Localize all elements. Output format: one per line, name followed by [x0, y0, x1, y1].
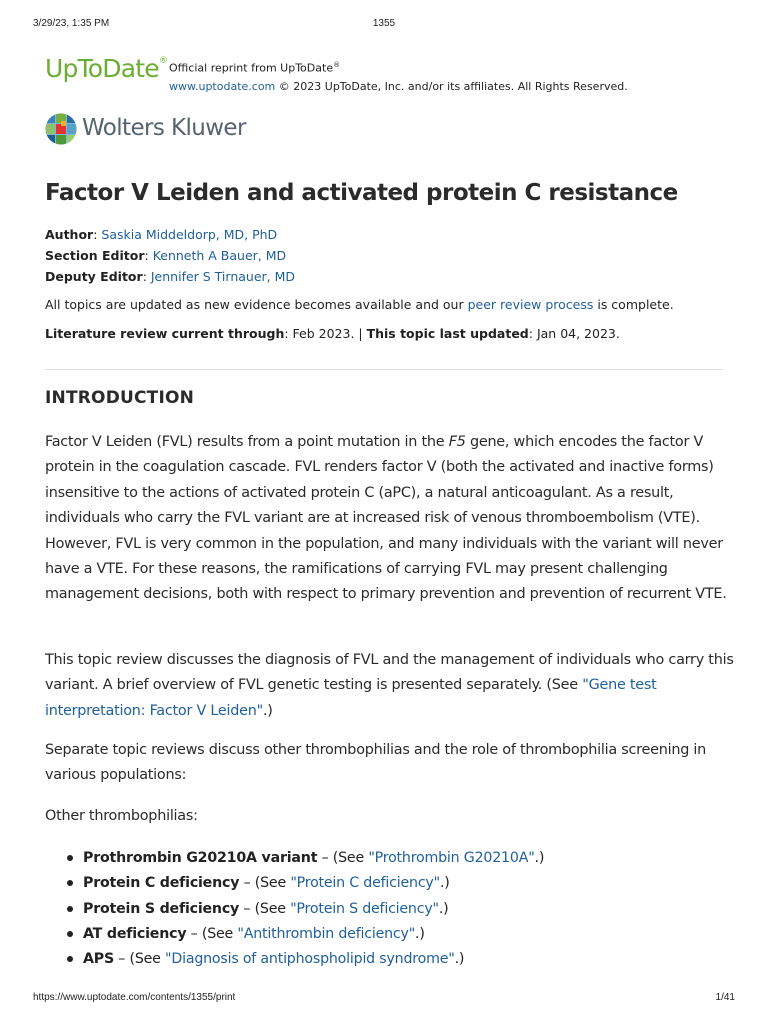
- reprint-notice: [169, 56, 628, 96]
- bullet-icon: [67, 931, 73, 937]
- review-dates: Literature review current through: Feb 2023. | This topic last updated: Jan 04, 2023.: [45, 326, 620, 341]
- print-page-id: 1355: [372, 18, 396, 29]
- bullet-icon: [67, 880, 73, 886]
- reprint-line: Official reprint from UpToDate: [169, 61, 334, 75]
- bullet-icon: [67, 855, 73, 861]
- uptodate-site-link[interactable]: www.uptodate.com: [169, 79, 276, 93]
- print-page-number: 1/41: [715, 992, 735, 1003]
- update-note: All topics are updated as new evidence becomes available and our peer review process is complete.: [45, 297, 674, 312]
- intro-paragraph-4: Other thrombophilias:: [45, 808, 198, 824]
- wolters-kluwer-globe-icon: [45, 113, 77, 145]
- intro-paragraph-2: This topic review discusses the diagnosis of FVL and the management of individuals who carry this variant. A brief overview of FVL genetic testing is presented separately. (See "Gene test interpretation: Factor V Leiden".): [45, 652, 734, 719]
- reprint-mark: ®: [333, 61, 341, 69]
- gene-test-link[interactable]: "Gene test interpretation: Factor V Leiden": [45, 677, 657, 719]
- uptodate-logo: UpToDate®: [45, 54, 168, 83]
- intro-paragraph-1: Factor V Leiden (FVL) results from a point mutation in the F5 gene, which encodes the factor V protein in the coagulation cascade. FVL renders factor V (both the activated and inactive forms) insensitive to the actions of activated protein C (aPC), a natural anticoagulant. As a result, individuals who carry the FVL variant are at increased risk of venous thromboembolism (VTE). However, FVL is very common in the population, and many individuals with the variant will never have a VTE. For these reasons, the ramifications of carrying FVL may present challenging management decisions, both with respect to primary prevention and prevention of recurrent VTE.: [45, 434, 727, 603]
- protein-c-link[interactable]: "Protein C deficiency": [290, 875, 440, 892]
- thrombophilia-list: [62, 846, 544, 972]
- antithrombin-link[interactable]: "Antithrombin deficiency": [237, 925, 416, 942]
- prothrombin-link[interactable]: "Prothrombin G20210A": [368, 850, 535, 866]
- article-title: Factor V Leiden and activated protein C resistance: [45, 180, 678, 206]
- list-item: Prothrombin G20210A variant – (See "Prothrombin G20210A".): [62, 846, 544, 871]
- copyright-text: © 2023 UpToDate, Inc. and/or its affiliates. All Rights Reserved.: [275, 79, 628, 93]
- print-url: https://www.uptodate.com/contents/1355/print: [33, 992, 236, 1003]
- author-link[interactable]: Saskia Middeldorp, MD, PhD: [101, 227, 278, 242]
- deputy-editor-link[interactable]: Jennifer S Tirnauer, MD: [150, 269, 296, 284]
- last-updated-label: This topic last updated: [366, 326, 529, 341]
- gene-name: F5: [448, 434, 466, 450]
- print-datetime: 3/29/23, 1:35 PM: [33, 18, 110, 29]
- section-divider: [45, 369, 723, 370]
- peer-review-link[interactable]: peer review process: [467, 297, 594, 312]
- publisher-name: Wolters Kluwer: [82, 115, 246, 141]
- author-line: Author: Saskia Middeldorp, MD, PhD: [45, 227, 278, 242]
- section-editor-link[interactable]: Kenneth A Bauer, MD: [152, 248, 287, 263]
- bullet-icon: [67, 956, 73, 962]
- deputy-editor-line: Deputy Editor: Jennifer S Tirnauer, MD: [45, 269, 296, 284]
- section-heading-introduction: INTRODUCTION: [45, 388, 195, 408]
- lit-review-label: Literature review current through: [45, 326, 285, 341]
- protein-s-link[interactable]: "Protein S deficiency": [290, 900, 439, 917]
- list-item: Protein S deficiency – (See "Protein S deficiency".): [62, 897, 544, 922]
- antiphospholipid-link[interactable]: "Diagnosis of antiphospholipid syndrome": [165, 951, 455, 968]
- section-editor-line: Section Editor: Kenneth A Bauer, MD: [45, 248, 287, 263]
- list-item: Protein C deficiency – (See "Protein C deficiency".): [62, 871, 544, 896]
- bullet-icon: [67, 906, 73, 912]
- intro-paragraph-3: Separate topic reviews discuss other thrombophilias and the role of thrombophilia screening in various populations:: [45, 742, 707, 784]
- list-item: AT deficiency – (See "Antithrombin deficiency".): [62, 922, 544, 947]
- list-item: APS – (See "Diagnosis of antiphospholipid syndrome".): [62, 947, 544, 972]
